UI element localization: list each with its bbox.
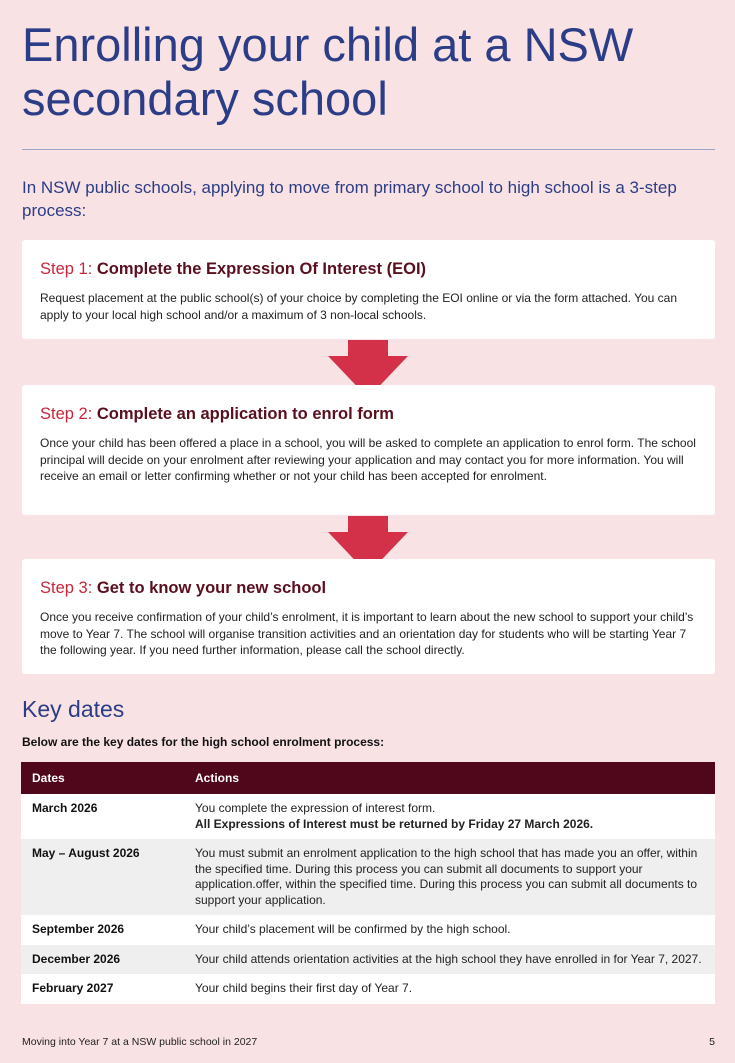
step-1-card [22,240,715,339]
step-3-card [22,559,715,674]
step-2-title: Complete an application to enrol form [96,405,394,423]
step-1-title: Complete the Expression Of Interest (EOI) [96,260,427,278]
step-2-card [22,385,715,515]
row-action: Your child begins their first day of Year 7. [184,974,715,1004]
step-3-number: Step 3: [40,579,93,597]
row-action-bold: All Expressions of Interest must be returned by Friday 27 March 2026. [195,816,594,831]
title-divider [22,149,715,150]
row-action: Your child’s placement will be confirmed by the high school. [184,915,715,945]
page-title: Enrolling your child at a NSW secondary school [22,18,634,125]
actions-column-header: Actions [184,762,715,794]
dates-column-header: Dates [21,762,184,794]
step-1-number: Step 1: [40,260,93,278]
step-2-heading [40,405,697,424]
table-row [21,839,715,915]
row-date: September 2026 [21,915,184,945]
row-date: March 2026 [21,794,184,839]
table-row [21,974,715,1004]
footer-text: Moving into Year 7 at a NSW public school in 2027 [22,1036,258,1048]
step-1-body: Request placement at the public school(s) of your choice by completing the EOI online or via the form attached. You can apply to your local high school and/or a maximum of 3 non-local schools. [40,291,678,322]
row-date: May – August 2026 [21,839,184,915]
key-dates-title: Key dates [22,696,125,722]
row-action: Your child attends orientation activities at the high school they have enrolled in for Year 7, 2027. [184,945,715,975]
step-3-body: Once you receive confirmation of your child’s enrolment, it is important to learn about the new school to support your child’s move to Year 7. The school will organise transition activities and an orientation day for students who will be starting Year 7 the following year. If you need further information, please call the school directly. [40,610,694,657]
row-action [184,794,715,839]
step-2-number: Step 2: [40,405,93,423]
step-3-heading [40,579,697,598]
table-row [21,945,715,975]
table-header-row [21,762,715,794]
row-action: You must submit an enrolment application to the high school that has made you an offer, within the specified time. During this process you can submit all documents to support your application.offer, within the specified time. During this process you can submit all documents to support your application. [184,839,715,915]
row-action-text: You complete the expression of interest form. [195,801,436,815]
key-dates-table [21,762,715,1004]
key-dates-subtitle: Below are the key dates for the high school enrolment process: [22,735,385,749]
step-2-body: Once your child has been offered a place in a school, you will be asked to complete an application to enrol form. The school principal will decide on your enrolment after reviewing your application and may contact you for more information. You will receive an email or letter confirming whether or not your child has been accepted for enrolment. [40,436,696,483]
intro-text: In NSW public schools, applying to move from primary school to high school is a 3-step process: [22,178,677,220]
table-row [21,794,715,839]
page-number: 5 [709,1036,715,1048]
row-date: February 2027 [21,974,184,1004]
row-date: December 2026 [21,945,184,975]
step-3-title: Get to know your new school [96,579,327,597]
table-row [21,915,715,945]
step-1-heading [40,260,697,279]
